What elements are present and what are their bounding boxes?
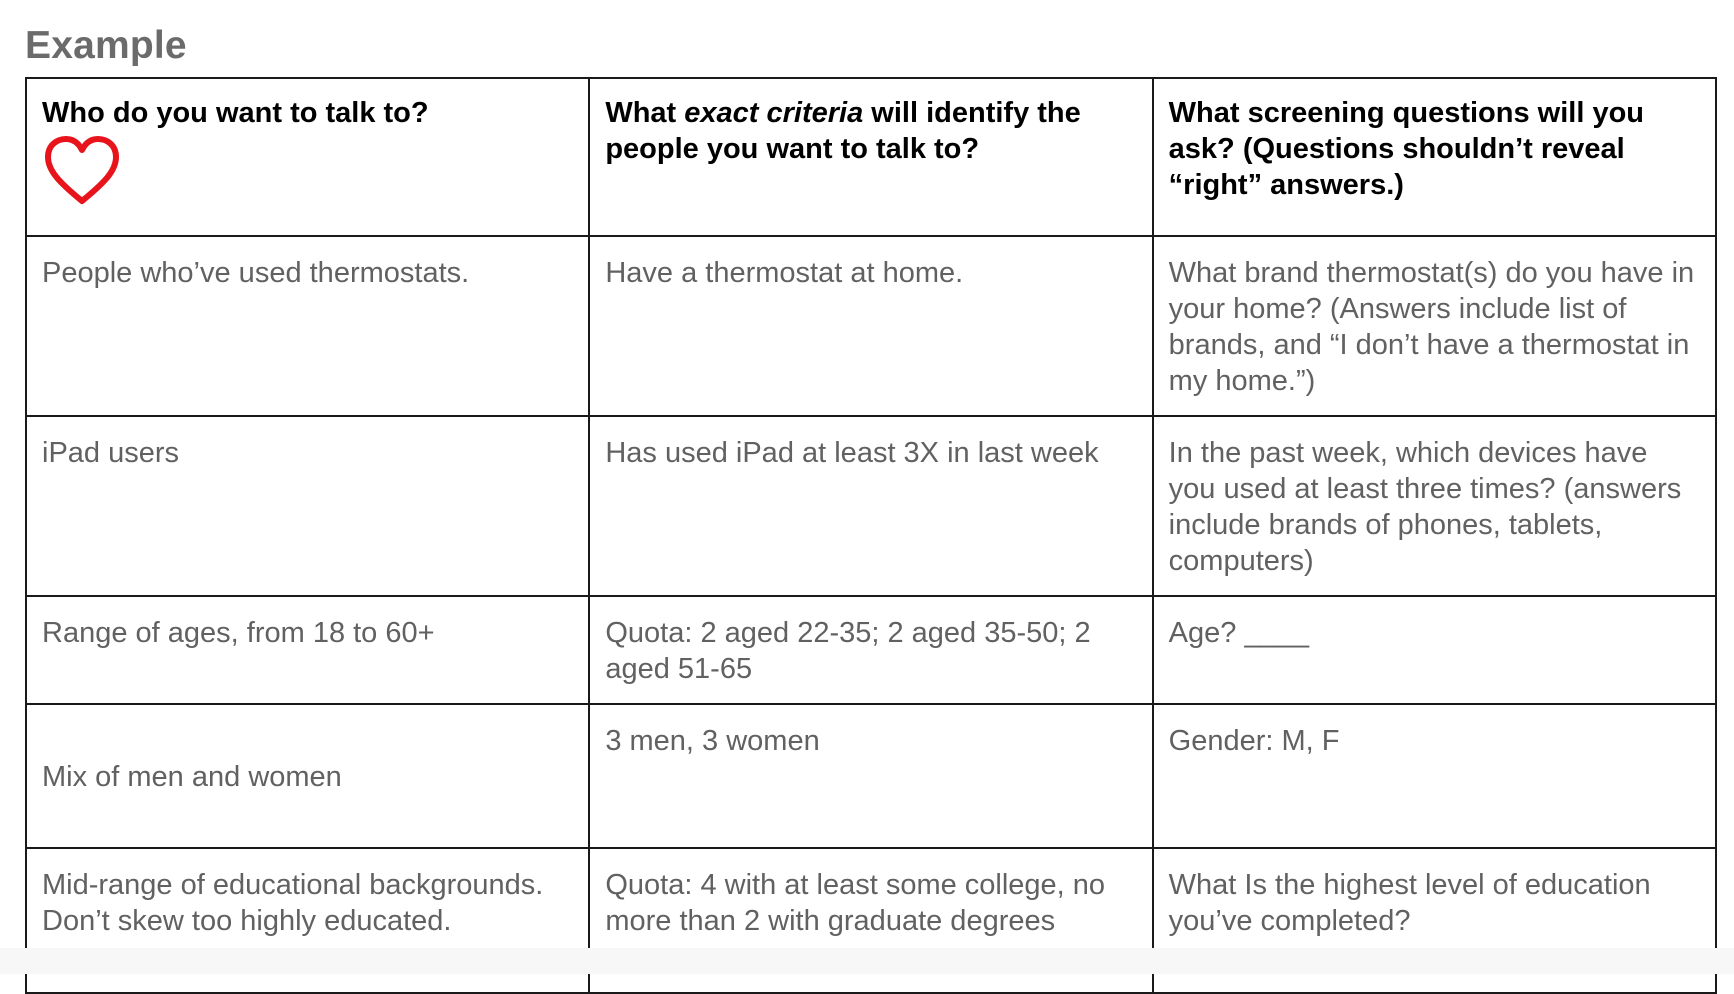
header-cell-criteria <box>589 78 1152 236</box>
cell-criteria: Quota: 4 with at least some college, no more than 2 with graduate degrees <box>589 848 1152 993</box>
cell-criteria: Has used iPad at least 3X in last week <box>589 416 1152 596</box>
cell-criteria: Quota: 2 aged 22-35; 2 aged 35-50; 2 aged 51-65 <box>589 596 1152 704</box>
screening-table <box>25 77 1717 994</box>
table-row <box>26 416 1716 596</box>
table-row <box>26 704 1716 848</box>
cell-question: In the past week, which devices have you used at least three times? (answers include brands of phones, tablets, computers) <box>1153 416 1716 596</box>
cell-who: iPad users <box>26 416 589 596</box>
cell-question: What Is the highest level of education you’ve completed? <box>1153 848 1716 993</box>
header-cell-questions <box>1153 78 1716 236</box>
page-heading: Example <box>25 24 187 67</box>
cell-question: Age? ____ <box>1153 596 1716 704</box>
cell-who: Range of ages, from 18 to 60+ <box>26 596 589 704</box>
cell-who: People who’ve used thermostats. <box>26 236 589 416</box>
header-questions-text: What screening questions will you ask? (Questions shouldn’t reveal “right” answers.) <box>1168 97 1644 201</box>
cell-criteria: 3 men, 3 women <box>589 704 1152 848</box>
table-row <box>26 236 1716 416</box>
cell-who: Mix of men and women <box>26 704 589 848</box>
header-cell-who <box>26 78 589 236</box>
page-bottom-strip <box>0 948 1734 974</box>
cell-question: What brand thermostat(s) do you have in your home? (Answers include list of brands, and “I don’t have a thermostat in my home.”) <box>1153 236 1716 416</box>
header-criteria-after: will identify the people you want to talk to? <box>605 97 1081 165</box>
table-row <box>26 596 1716 704</box>
header-criteria-emphasis: exact criteria <box>684 97 864 129</box>
cell-who: Mid-range of educational backgrounds. Don’t skew too highly educated. <box>26 848 589 993</box>
header-who-text: Who do you want to talk to? <box>42 97 429 129</box>
table-header-row <box>26 78 1716 236</box>
header-criteria-before: What <box>605 97 685 129</box>
cell-criteria: Have a thermostat at home. <box>589 236 1152 416</box>
cell-question: Gender: M, F <box>1153 704 1716 848</box>
heart-icon <box>44 135 120 207</box>
